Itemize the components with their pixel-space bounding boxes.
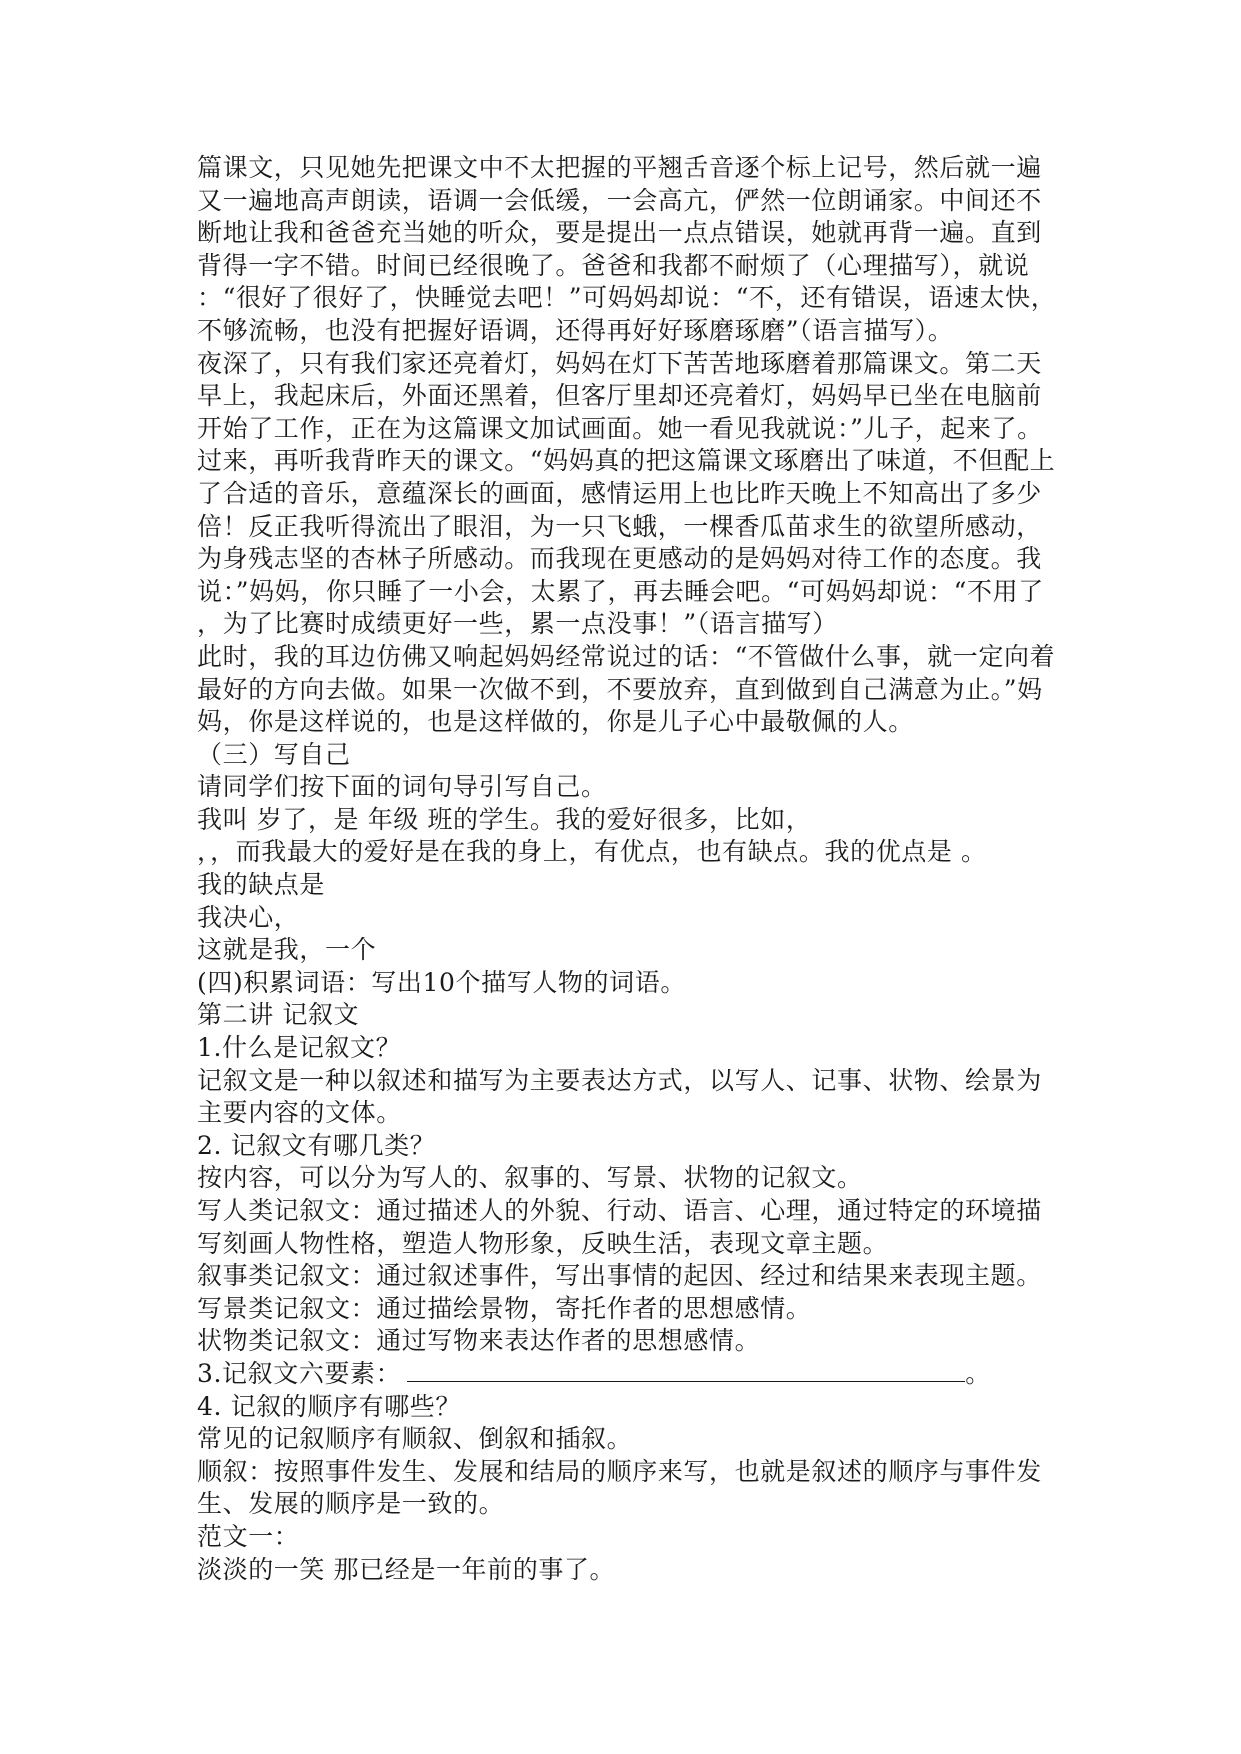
text-line: 叙事类记叙文：通过叙述事件，写出事情的起因、经过和结果来表现主题。 [197, 1261, 1042, 1291]
text-line: 范文一： [197, 1521, 300, 1551]
six-elements-label: 3.记叙文六要素： [197, 1358, 402, 1388]
text-line: 过来，再听我背昨天的课文。“妈妈真的把这篇课文琢磨出了味道，不但配上 [197, 446, 1056, 476]
text-line: 不够流畅，也没有把握好语调，还得再好好琢磨琢磨”（语言描写）。 [197, 315, 954, 345]
text-line: 写人类记叙文：通过描述人的外貌、行动、语言、心理，通过特定的环境描 [197, 1196, 1042, 1225]
text-line: 早上，我起床后，外面还黑着，但客厅里却还亮着灯，妈妈早已坐在电脑前 [197, 381, 1042, 411]
text-line: 妈，你是这样说的，也是这样做的，你是儿子心中最敬佩的人。 [197, 707, 914, 737]
text-line: 按内容，可以分为写人的、叙事的、写景、状物的记叙文。 [197, 1163, 863, 1193]
text-line: 此时，我的耳边仿佛又响起妈妈经常说过的话：“不管做什么事，就一定向着 [197, 641, 1056, 671]
text-line: 开始了工作，正在为这篇课文加试画面。她一看见我就说：”儿子，起来了。 [197, 413, 1043, 443]
text-line: （三）写自己 [197, 739, 351, 769]
text-line: (四)积累词语：写出10个描写人物的词语。 [197, 967, 686, 997]
text-line: ，，而我最大的爱好是在我的身上，有优点，也有缺点。我的优点是 。 [197, 837, 987, 867]
text-line: 主要内容的文体。 [197, 1098, 402, 1128]
text-line: 夜深了，只有我们家还亮着灯，妈妈在灯下苦苦地琢磨着那篇课文。第二天 [197, 348, 1042, 378]
text-line: 篇课文，只见她先把课文中不太把握的平翘舌音逐个标上记号，然后就一遍 [197, 153, 1042, 182]
six-elements-line [197, 1358, 1067, 1391]
text-line: 断地让我和爸爸充当她的听众，要是提出一点点错误，她就再背一遍。直到 [197, 218, 1042, 248]
text-line: 1.什么是记叙文？ [197, 1033, 402, 1063]
text-line: 我决心， [197, 902, 300, 932]
text-line: 生、发展的顺序是一致的。 [197, 1489, 505, 1519]
text-line: 4. 记叙的顺序有哪些？ [197, 1391, 462, 1421]
text-line: 我的缺点是 [197, 870, 326, 900]
six-elements-end: 。 [965, 1358, 991, 1388]
text-line: 常见的记叙顺序有顺叙、倒叙和插叙。 [197, 1424, 633, 1454]
text-line: 淡淡的一笑 那已经是一年前的事了。 [197, 1554, 616, 1584]
answer-blank [407, 1359, 965, 1382]
text-line: 2. 记叙文有哪几类？ [197, 1130, 436, 1160]
text-line: ：“很好了很好了，快睡觉去吧！”可妈妈却说：“不，还有错误，语速太快， [197, 283, 1057, 313]
text-line: ，为了比赛时成绩更好一些，累一点没事！”（语言描写） [197, 609, 838, 639]
text-line: 记叙文是一种以叙述和描写为主要表达方式，以写人、记事、状物、绘景为 [197, 1065, 1042, 1095]
text-line: 顺叙：按照事件发生、发展和结局的顺序来写，也就是叙述的顺序与事件发 [197, 1456, 1042, 1486]
text-line: 这就是我，一个 [197, 935, 377, 965]
text-line: 又一遍地高声朗读，语调一会低缓，一会高亢，俨然一位朗诵家。中间还不 [197, 185, 1042, 215]
text-line: 第二讲 记叙文 [197, 1000, 360, 1030]
document-page [197, 152, 1067, 1586]
text-line: 为身残志坚的杏林子所感动。而我现在更感动的是妈妈对待工作的态度。我 [197, 544, 1042, 574]
text-line: 倍！反正我听得流出了眼泪，为一只飞蛾，一棵香瓜苗求生的欲望所感动， [197, 511, 1042, 541]
text-line: 请同学们按下面的词句导引写自己。 [197, 772, 607, 802]
text-line: 我叫 岁了，是 年级 班的学生。我的爱好很多，比如， [197, 804, 812, 834]
text-line: 写景类记叙文：通过描绘景物，寄托作者的思想感情。 [197, 1293, 812, 1323]
text-line: 背得一字不错。时间已经很晚了。爸爸和我都不耐烦了（心理描写），就说 [197, 250, 1030, 280]
text-line: 最好的方向去做。如果一次做不到，不要放弃，直到做到自己满意为止。”妈 [197, 674, 1043, 704]
text-line: 状物类记叙文：通过写物来表达作者的思想感情。 [197, 1326, 761, 1356]
text-line: 写刻画人物性格，塑造人物形象，反映生活，表现文章主题。 [197, 1228, 889, 1258]
text-line: 说：”妈妈，你只睡了一小会，太累了，再去睡会吧。“可妈妈却说：“不用了 [197, 576, 1044, 606]
body-text-block-continued [197, 1391, 1067, 1587]
body-text-block [197, 152, 1067, 1358]
text-line: 了合适的音乐，意蕴深长的画面，感情运用上也比昨天晚上不知高出了多少 [197, 478, 1042, 508]
